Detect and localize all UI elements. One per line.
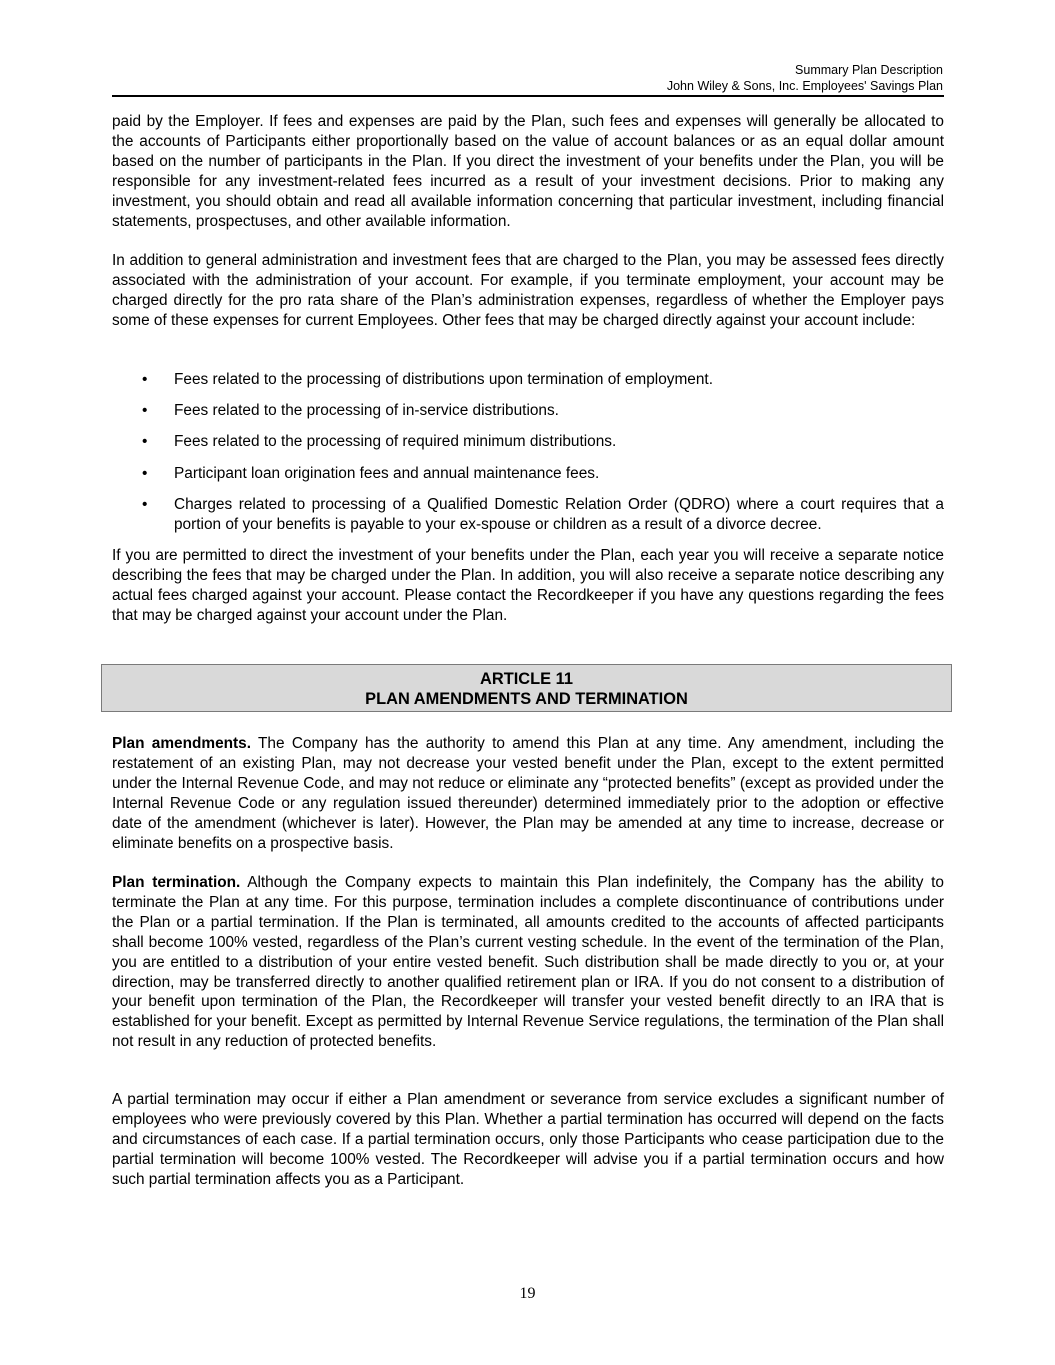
bullet-icon: • <box>142 495 148 513</box>
list-item: • Fees related to the processing of required minimum distributions. <box>142 433 617 451</box>
bullet-icon: • <box>142 402 148 420</box>
article-title: PLAN AMENDMENTS AND TERMINATION <box>365 690 688 708</box>
header-rule <box>112 95 944 97</box>
section-plan-amendments <box>112 734 944 853</box>
paragraph-partial-termination: A partial termination may occur if either a Plan amendment or severance from service excludes a significant number of employees who were previously covered by this Plan. Whether a partial termination has occurred will depend on the facts and circumstances of each case. If a partial termination occurs, only those Participants who cease participation due to the partial termination will become 100% vested. The Recordkeeper will advise you if a partial termination occurs and how such partial termination affects you as a Participant. <box>112 1091 944 1188</box>
section-lead-amendments: Plan amendments. <box>112 735 252 752</box>
bullet-icon: • <box>142 433 148 451</box>
paragraph-account-fees: In addition to general administration and investment fees that are charged to the Plan, you may be assessed fees directly associated with the administration of your account. For example, if you terminate employment, your account may be charged directly for the pro rata share of the Plan’s administration expenses, regardless of whether the Employer pays some of these expenses for current Employees. Other fees that may be charged directly against your account include: <box>112 252 944 329</box>
list-item: • Fees related to the processing of in-service distributions. <box>142 402 559 420</box>
paragraph-fees-paid: paid by the Employer. If fees and expenses are paid by the Plan, such fees and expenses will generally be allocated to the accounts of Participants either proportionally based on the value of account balances or as an equal dollar amount based on the number of participants in the Plan. If you direct the investment of your benefits under the Plan, you will be responsible for any investment-related fees incurred as a result of your investment decisions. Prior to making any investment, you should obtain and read all available information concerning that particular investment, including financial statements, prospectuses, and other available information. <box>112 113 944 230</box>
section-text-termination: Although the Company expects to maintain this Plan indefinitely, the Company has the ability to terminate the Plan at any time. For this purpose, termination includes a complete discontinuance of contributions under the Plan or a partial termination. If the Plan is terminated, all amounts credited to the accounts of affected participants shall become 100% vested, regardless of the Plan’s current vesting schedule. In the event of the termination of the Plan, you are entitled to a distribution of your entire vested benefit. Such distribution shall be made directly to you or, at your direction, may be transferred directly to another qualified retirement plan or IRA. If you do not consent to a distribution of your benefit upon termination of the Plan, the Recordkeeper will transfer your vested benefit directly to an IRA that is established for your benefit. Except as permitted by Internal Revenue Service regulations, the termination of the Plan shall not result in any reduction of protected benefits. <box>112 874 944 1051</box>
fee-list <box>112 370 944 546</box>
bullet-icon: • <box>142 464 148 482</box>
page-number: 19 <box>519 1285 536 1302</box>
paragraph-fee-notice: If you are permitted to direct the investment of your benefits under the Plan, each year you will receive a separate notice describing the fees that may be charged under the Plan. In addition, you will also receive a separate notice describing any actual fees charged against your account. Please contact the Recordkeeper if you have any questions regarding the fees that may be charged against your account under the Plan. <box>112 547 944 624</box>
header-plan-name: John Wiley & Sons, Inc. Employees' Savings Plan <box>666 79 943 93</box>
section-text-amendments: The Company has the authority to amend this Plan at any time. Any amendment, including the restatement of an existing Plan, may not decrease your vested benefit under the Plan, except to the extent permitted under the Internal Revenue Code, and may not reduce or eliminate any “protected benefits” (except as provided under the Internal Revenue Code or any regulation issued thereunder) determined immediately prior to the adoption or effective date of the amendment (whichever is later). However, the Plan may be amended at any time to increase, decrease or eliminate benefits on a prospective basis. <box>112 735 944 852</box>
list-item: • Participant loan origination fees and annual maintenance fees. <box>142 464 600 482</box>
header-doc-title: Summary Plan Description <box>795 63 943 77</box>
list-item: • Charges related to processing of a Qualified Domestic Relation Order (QDRO) where a court requires that a portion of your benefits is payable to your ex-spouse or children as a result of a divorce decree. <box>142 495 944 533</box>
section-plan-termination <box>112 873 944 1052</box>
list-item: • Fees related to the processing of distributions upon termination of employment. <box>142 371 713 388</box>
article-heading <box>101 664 952 712</box>
section-lead-termination: Plan termination. <box>112 874 241 891</box>
running-header <box>667 62 943 94</box>
bullet-icon: • <box>142 371 148 388</box>
article-number: ARTICLE 11 <box>480 670 573 688</box>
